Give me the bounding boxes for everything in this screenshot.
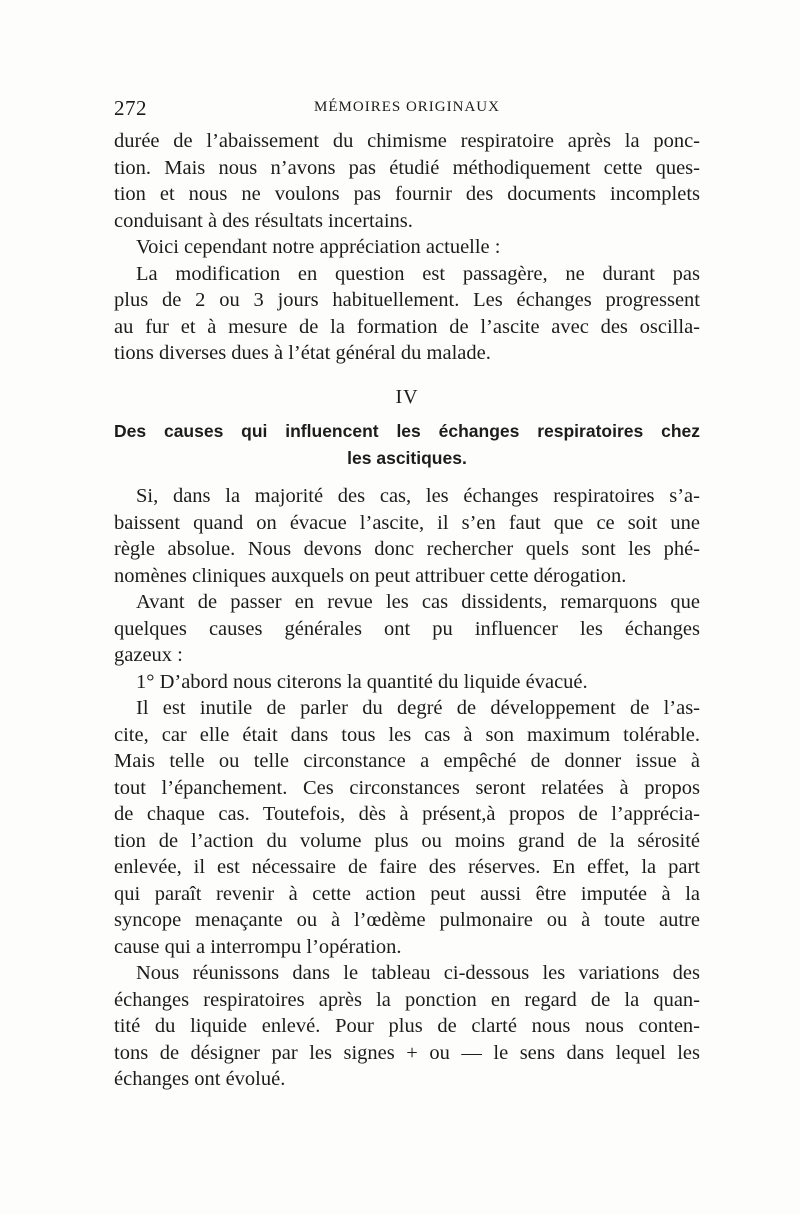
section-title-line: les ascitiques. — [347, 448, 467, 468]
paragraph-table-intro — [114, 960, 700, 1093]
paragraph-causes — [114, 589, 700, 669]
text-line: cause qui a interrompu l’opération. — [114, 935, 402, 958]
text-line: gazeux : — [114, 644, 183, 666]
text-line: tons de désigner par les signes + ou — le sens dans lequel les — [114, 1041, 700, 1064]
paragraph-modification — [114, 261, 700, 367]
paragraph-continuation — [114, 128, 700, 234]
section-body — [114, 483, 700, 1093]
paragraph-majority — [114, 483, 700, 589]
section-number: IV — [395, 386, 419, 408]
text-line: conduisant à des résultats incertains. — [114, 209, 413, 232]
text-line: échanges ont évolué. — [114, 1068, 286, 1090]
text-line: nomènes cliniques auxquels on peut attribuer cette dérogation. — [114, 564, 627, 587]
text-line: tion de l’action du volume plus ou moins grand de la sérosité — [114, 829, 700, 852]
text-line: tité du liquide enlevé. Pour plus de clarté nous nous conten- — [114, 1015, 700, 1037]
text-line: enlevée, il est nécessaire de faire des réserves. En effet, la part — [114, 856, 700, 878]
text-line: tout l’épanchement. Ces circonstances seront relatées à propos — [114, 776, 700, 799]
text-line: La modification en question est passagère, ne durant pas — [136, 262, 700, 285]
intro-text — [114, 128, 700, 367]
text-line: syncope menaçante ou à l’œdème pulmonaire ou à toute autre — [114, 909, 700, 931]
section-title — [114, 418, 700, 472]
text-line: Nous réunissons dans le tableau ci-dessous les variations des — [136, 962, 700, 984]
paragraph-development — [114, 695, 700, 960]
text-line: plus de 2 ou 3 jours habituellement. Les échanges progressent — [114, 289, 700, 311]
page-number: 272 — [114, 96, 147, 120]
running-head — [114, 96, 700, 122]
section-title-line: Des causes qui influencent les échanges respiratoires chez — [114, 421, 700, 441]
text-line: quelques causes générales ont pu influencer les échanges — [114, 617, 700, 640]
text-line: au fur et à mesure de la formation de l’ascite avec des oscilla- — [114, 315, 700, 338]
text-line: baissent quand on évacue l’ascite, il s’en faut que ce soit une — [114, 511, 700, 534]
text-line: Mais telle ou telle circonstance a empêché de donner issue à — [114, 750, 700, 772]
text-line: tions diverses dues à l’état général du malade. — [114, 342, 491, 364]
paragraph-quantity — [114, 669, 700, 696]
text-line: Voici cependant notre appréciation actuelle : — [136, 236, 501, 258]
text-line: cite, car elle était dans tous les cas à son maximum tolérable. — [114, 723, 700, 746]
running-title: MÉMOIRES ORIGINAUX — [314, 99, 500, 115]
text-line: Si, dans la majorité des cas, les échanges respiratoires s’a- — [136, 485, 700, 507]
paragraph-appreciation — [114, 234, 700, 261]
text-line: Il est inutile de parler du degré de développement de l’as- — [136, 697, 700, 719]
text-line: tion et nous ne voulons pas fournir des documents incomplets — [114, 183, 700, 205]
text-line: échanges respiratoires après la ponction en regard de la quan- — [114, 988, 700, 1011]
text-line: qui paraît revenir à cette action peut aussi être imputée à la — [114, 882, 700, 905]
text-line: Avant de passer en revue les cas dissidents, remarquons que — [136, 591, 700, 613]
text-line: tion. Mais nous n’avons pas étudié méthodiquement cette ques- — [114, 156, 700, 179]
text-line: de chaque cas. Toutefois, dès à présent,à propos de l’apprécia- — [114, 803, 700, 825]
text-line: durée de l’abaissement du chimisme respiratoire après la ponc- — [114, 130, 700, 152]
text-line: règle absolue. Nous devons donc rechercher quels sont les phé- — [114, 538, 700, 560]
text-line: 1° D’abord nous citerons la quantité du liquide évacué. — [136, 670, 588, 693]
